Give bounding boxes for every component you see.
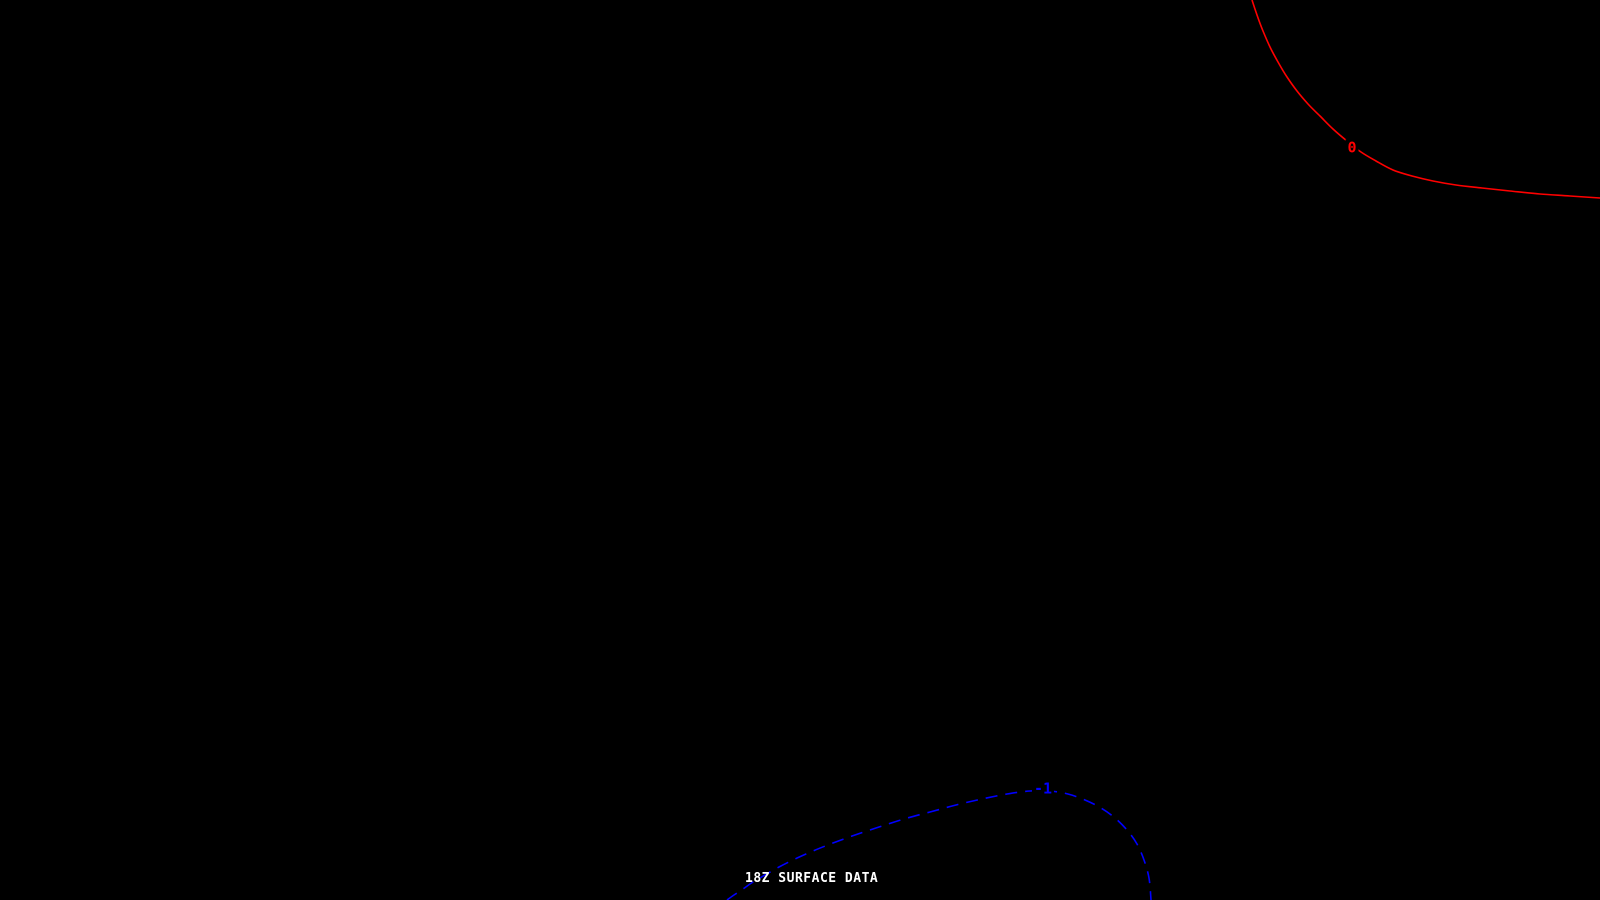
map-caption: 18Z SURFACE DATA: [745, 871, 879, 886]
contour-label-zero: 0: [1347, 138, 1357, 157]
contour-label-minus-one: -1: [1033, 779, 1053, 798]
contour-line-zero: [1252, 0, 1600, 198]
